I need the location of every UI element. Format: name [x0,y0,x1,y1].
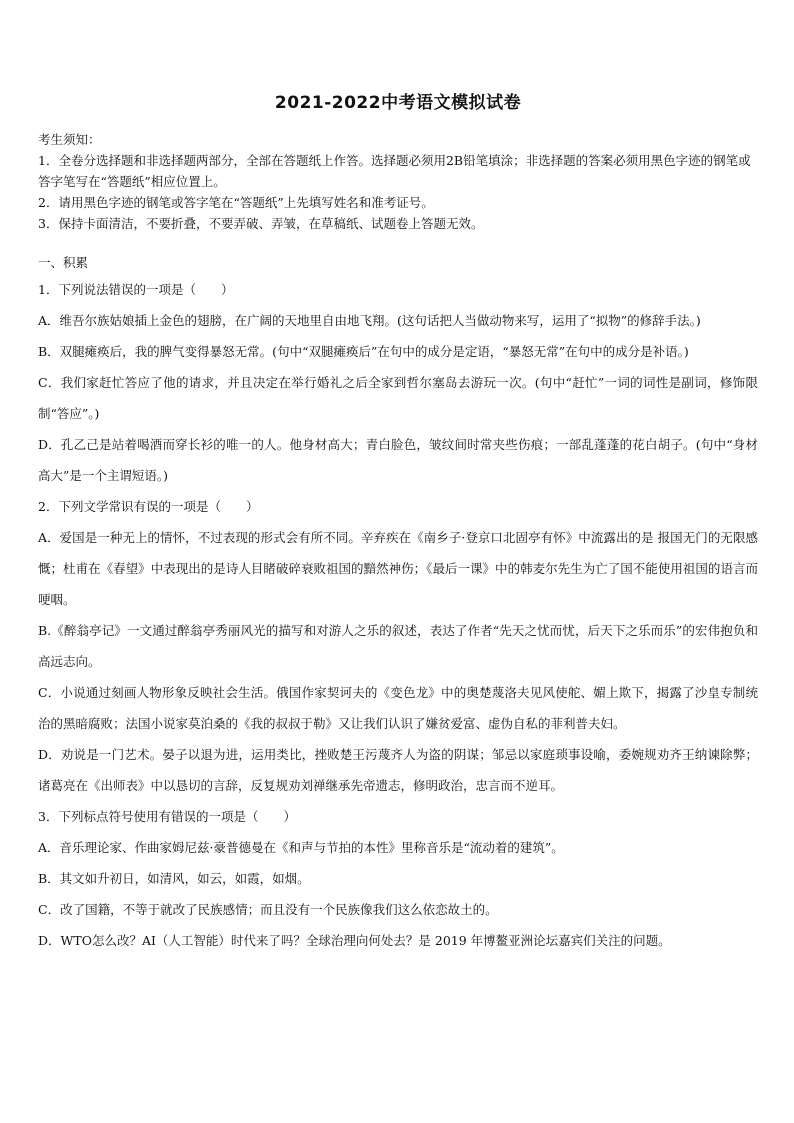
option-a: A．爱国是一种无上的情怀，不过表现的形式会有所不同。辛弃疾在《南乡子·登京口北固亭有怀》中流露出的是 报国无门的无限感慨；杜甫在《春望》中表现出的是诗人目睹破碎衰败祖国的黯然神伤；《最后一课》中的韩麦尔先生为亡了国不能使用祖国的语言而哽咽。 [38,530,758,607]
option-c: C．我们家赶忙答应了他的请求，并且决定在举行婚礼之后全家到哲尔塞岛去游玩一次。(句中“赶忙”一词的词性是副词，修饰限制“答应”。) [38,375,758,421]
option-d: D．孔乙己是站着喝酒而穿长衫的唯一的人。他身材高大；青白脸色，皱纹间时常夹些伤痕；一部乱蓬蓬的花白胡子。(句中“身材高大”是一个主谓短语。) [38,437,758,483]
question-1 [38,274,758,491]
notice-item: 2．请用黑色字迹的钢笔或答字笔在“答题纸”上先填写姓名和准考证号。 [38,195,434,210]
page-title: 2021-2022中考语文模拟试卷 [274,93,522,113]
question-3 [38,801,758,956]
option-a: A．音乐理论家、作曲家姆尼兹·豪普德曼在《和声与节拍的本性》里称音乐是“流动着的建筑”。 [38,840,564,855]
question-stem: 1．下列说法错误的一项是（ ） [38,282,234,297]
option-b: B．其文如升初日，如清风，如云，如霞，如烟。 [38,871,310,886]
question-stem: 2．下列文学常识有误的一项是（ ） [38,499,259,514]
option-b: B．双腿瘫痪后，我的脾气变得暴怒无常。(句中“双腿瘫痪后”在句中的成分是定语，“暴怒无常”在句中的成分是补语。) [38,344,689,359]
notice-item: 1．全卷分选择题和非选择题两部分，全部在答题纸上作答。选择题必须用2B铅笔填涂；非选择题的答案必须用黑色字迹的钢笔或答字笔写在“答题纸”相应位置上。 [38,153,751,189]
option-d: D．WTO怎么改？AI（人工智能）时代来了吗？全球治理向何处去？是 2019 年博鳌亚洲论坛嘉宾们关注的问题。 [38,933,671,948]
question-2 [38,491,758,801]
option-a: A．维吾尔族姑娘插上金色的翅膀，在广阔的天地里自由地飞翔。(这句话把人当做动物来写，运用了“拟物”的修辞手法。) [38,313,701,328]
question-stem: 3．下列标点符号使用有错误的一项是（ ） [38,809,296,824]
notice-item: 3．保持卡面清洁，不要折叠，不要弄破、弄皱，在草稿纸、试题卷上答题无效。 [38,216,484,231]
option-b: B.《醉翁亭记》一文通过醉翁亭秀丽风光的描写和对游人之乐的叙述，表达了作者“先天之忧而忧，后天下之乐而乐”的宏伟抱负和高远志向。 [38,623,758,669]
notice-heading: 考生须知： [38,132,101,147]
option-c: C．改了国籍，不等于就改了民族感情；而且没有一个民族像我们这么依恋故土的。 [38,902,498,917]
section-heading: 一、积累 [38,255,89,270]
exam-notice [38,129,758,234]
option-d: D．劝说是一门艺术。晏子以退为进，运用类比，挫败楚王污蔑齐人为盗的阴谋；邹忌以家庭琐事设喻，委婉规劝齐王纳谏除弊；诸葛亮在《出师表》中以恳切的言辞，反复规劝刘禅继承先帝遗志，修明政治，忠言而不逆耳。 [38,747,758,793]
option-c: C．小说通过刻画人物形象反映社会生活。俄国作家契诃夫的《变色龙》中的奥楚蔑洛夫见风使舵、媚上欺下，揭露了沙皇专制统治的黑暗腐败；法国小说家莫泊桑的《我的叔叔于勒》又让我们认识了嫌贫爱富、虚伪自私的菲利普夫妇。 [38,685,758,731]
exam-page [38,88,758,956]
